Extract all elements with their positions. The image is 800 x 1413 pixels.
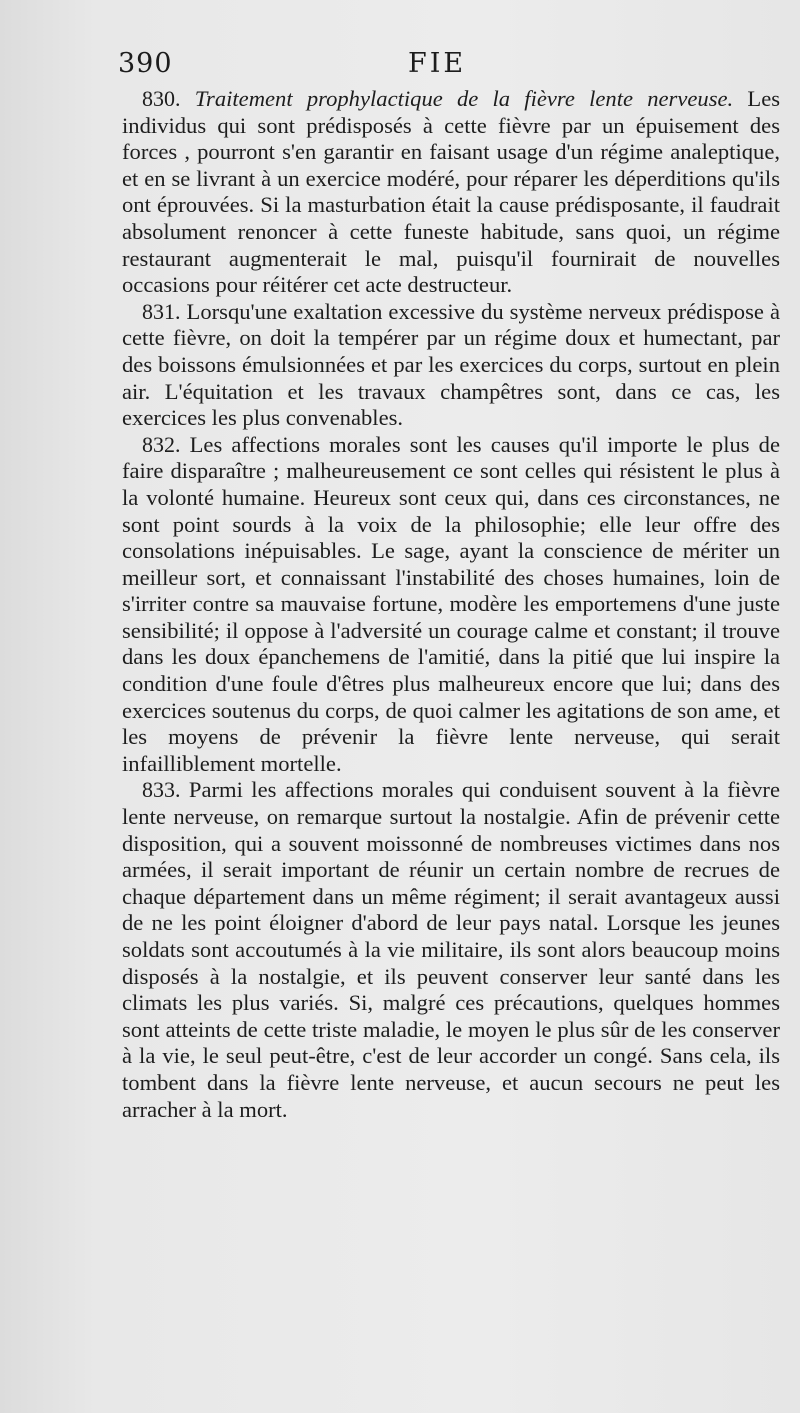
paragraph-text: Parmi les affections morales qui conduisent souvent à la fièvre lente nerveuse, on remarque surtout la nostalgie. Afin de prévenir cette disposition, qui a souvent moissonné de nombreuses victimes dans nos armées, il serait important de réunir un certain nombre de recrues de chaque département dans un même régiment; il serait avantageux aussi de ne les point éloigner d'abord de leur pays natal. Lorsque les jeunes soldats sont accoutumés à la vie militaire, ils sont alors beaucoup moins disposés à la nostalgie, et ils peuvent conserver leur santé dans les climats les plus variés. Si, malgré ces précautions, quelques hommes sont atteints de cette triste maladie, le moyen le plus sûr de les conserver à la vie, le seul peut-être, c'est de leur accorder un congé. Sans cela, ils tombent dans la fièvre lente nerveuse, et aucun secours ne peut les arracher à la mort. — [122, 777, 780, 1122]
paragraph-number: 833. — [142, 777, 181, 803]
section-title: Traitement prophylactique de la fièvre lente nerveuse. — [194, 86, 734, 111]
paragraph-text: Les individus qui sont prédisposés à cette fièvre par un épuisement des forces , pourront s'en garantir en faisant usage d'un régime analeptique, et en se livrant à un exercice modéré, pour réparer les déperditions qu'ils ont éprouvées. Si la masturbation était la cause prédisposante, il faudrait absolument renoncer à cette funeste habitude, sans quoi, un régime restaurant augmenterait le mal, puisqu'il fournirait de nouvelles occasions pour réitérer cet acte destructeur. — [122, 86, 781, 298]
paragraph-number: 831. — [142, 298, 181, 324]
page-number: 390 — [118, 48, 173, 79]
body-text — [122, 86, 780, 1123]
page-header — [118, 48, 768, 88]
running-head: FIE — [408, 48, 467, 79]
paragraph-832 — [122, 432, 780, 778]
paragraph-number: 832. — [142, 431, 181, 457]
paragraph-text: Les affections morales sont les causes qu'il importe le plus de faire disparaître ; malheureusement ce sont celles qui résistent le plus à la volonté humaine. Heureux sont ceux qui, dans ces circonstances, ne sont point sourds à la voix de la philosophie; elle leur offre des consolations inépuisables. Le sage, ayant la conscience de mériter un meilleur sort, et connaissant l'instabilité des choses humaines, loin de s'irriter contre sa mauvaise fortune, modère les emportemens d'une juste sensibilité; il oppose à l'adversité un courage calme et constant; il trouve dans les doux épanchemens de l'amitié, dans la pitié que lui inspire la condition d'une foule d'êtres plus malheureux encore que lui; dans des exercices soutenus du corps, de quoi calmer les agitations de son ame, et les moyens de prévenir la fièvre lente nerveuse, qui serait infailliblement mortelle. — [122, 431, 780, 776]
paragraph-number: 830. — [142, 86, 181, 111]
paragraph-833 — [122, 777, 780, 1123]
paragraph-text: Lorsqu'une exaltation excessive du système nerveux prédispose à cette fièvre, on doit la tempérer par un régime doux et humectant, par des boissons émulsionnées et par les exercices du corps, surtout en plein air. L'équitation et les travaux champêtres sont, dans ce cas, les exercices les plus convenables. — [122, 298, 780, 431]
paragraph-831 — [122, 299, 780, 432]
paragraph-830 — [122, 86, 780, 299]
